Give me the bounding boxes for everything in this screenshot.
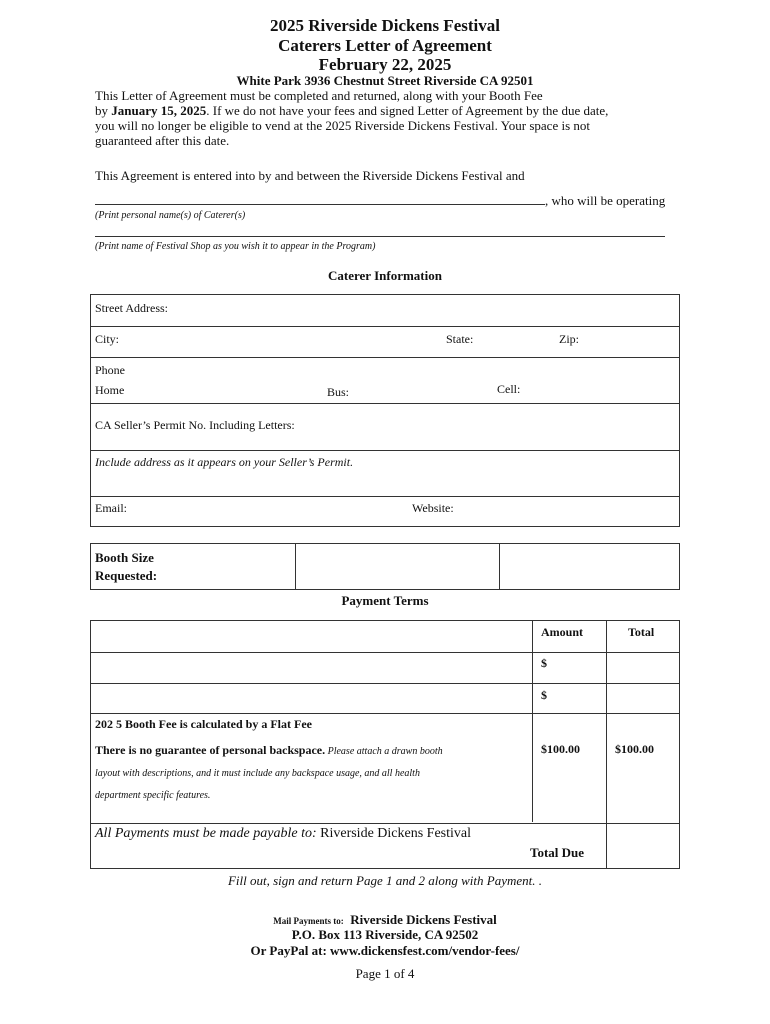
booth-size-line2: Requested:: [95, 568, 158, 583]
intro-line-3: you will no longer be eligible to vend at the 2025 Riverside Dickens Festival. Your space is not: [95, 118, 591, 133]
intro-line-1: This Letter of Agreement must be completed and returned, along with your Booth Fee: [95, 88, 543, 103]
total-header: Total: [628, 625, 655, 639]
caterer-info-heading: Caterer Information: [328, 268, 442, 283]
home-phone-label[interactable]: Home: [95, 383, 125, 397]
caterer-caption: (Print personal name(s) of Caterer(s): [95, 210, 246, 221]
zip-label[interactable]: Zip:: [559, 332, 579, 346]
title-festival: 2025 Riverside Dickens Festival: [270, 16, 500, 35]
permit-note: Include address as it appears on your Seller’s Permit.: [95, 455, 354, 469]
title-agreement: Caterers Letter of Agreement: [278, 36, 492, 55]
operating-suffix: , who will be operating: [545, 193, 666, 208]
page-number: Page 1 of 4: [355, 966, 415, 981]
payment-terms-heading: Payment Terms: [341, 593, 429, 608]
state-label[interactable]: State:: [446, 332, 474, 346]
intro-line-2: [95, 103, 695, 118]
street-label[interactable]: Street Address:: [95, 301, 168, 315]
booth-size-cell-1[interactable]: [296, 544, 499, 589]
location-line: White Park 3936 Chestnut Street Riverside CA 92501: [236, 73, 534, 88]
booth-size-label: [95, 549, 157, 585]
total-due-field[interactable]: [607, 824, 679, 868]
fill-out-instructions: Fill out, sign and return Page 1 and 2 along with Payment. .: [227, 873, 543, 888]
website-label[interactable]: Website:: [412, 501, 454, 515]
fee-title: 202 5 Booth Fee is calculated by a Flat Fee: [95, 717, 312, 731]
caterer-name-field[interactable]: [95, 192, 545, 205]
po-box: P.O. Box 113 Riverside, CA 92502: [291, 927, 479, 942]
row1-amount[interactable]: $: [541, 656, 547, 670]
bus-phone-label[interactable]: Bus:: [327, 385, 350, 399]
booth-size-table: [90, 543, 680, 590]
mail-label: Mail Payments to:: [273, 916, 344, 926]
fee-amount: $100.00: [541, 742, 580, 756]
booth-size-cell-2[interactable]: [500, 544, 680, 589]
row2-amount[interactable]: $: [541, 688, 547, 702]
caterer-info-table: [90, 294, 680, 527]
paypal-line: Or PayPal at: www.dickensfest.com/vendor-fees/: [250, 943, 520, 958]
fee-note-2: layout with descriptions, and it must include any backspace usage, and all health: [95, 768, 420, 779]
total-due-label: Total Due: [530, 845, 585, 860]
fee-total: $100.00: [615, 742, 654, 756]
fee-no-guarantee: There is no guarantee of personal backspace.: [95, 743, 326, 757]
intro-line-4: guaranteed after this date.: [95, 133, 230, 148]
payment-table: [90, 620, 680, 869]
mail-name: Riverside Dickens Festival: [350, 912, 497, 927]
title-date: February 22, 2025: [318, 55, 452, 74]
phone-label: Phone: [95, 363, 125, 377]
permit-label[interactable]: CA Seller’s Permit No. Including Letters:: [95, 418, 295, 432]
booth-size-line1: Booth Size: [95, 550, 154, 565]
due-date: January 15, 2025: [111, 103, 207, 118]
payable-label: All Payments must be made payable to:: [95, 826, 317, 841]
agreement-text: This Agreement is entered into by and between the Riverside Dickens Festival and: [95, 168, 525, 183]
shop-name-field[interactable]: [95, 224, 665, 237]
payable-name: Riverside Dickens Festival: [316, 826, 471, 841]
shop-caption: (Print name of Festival Shop as you wish it to appear in the Program): [95, 241, 376, 252]
cell-phone-label[interactable]: Cell:: [497, 382, 521, 396]
intro-rest: . If we do not have your fees and signed Letter of Agreement by the due date,: [206, 103, 609, 118]
fee-description: [95, 740, 525, 806]
email-label[interactable]: Email:: [95, 501, 127, 515]
amount-header: Amount: [541, 625, 584, 639]
intro-by: by: [95, 103, 112, 118]
fee-note-1: Please attach a drawn booth: [325, 746, 443, 757]
fee-note-3: department specific features.: [95, 790, 211, 801]
mail-line: [0, 912, 770, 928]
city-label[interactable]: City:: [95, 332, 120, 346]
payable-line: [95, 826, 471, 842]
intro-paragraph: [95, 88, 695, 148]
